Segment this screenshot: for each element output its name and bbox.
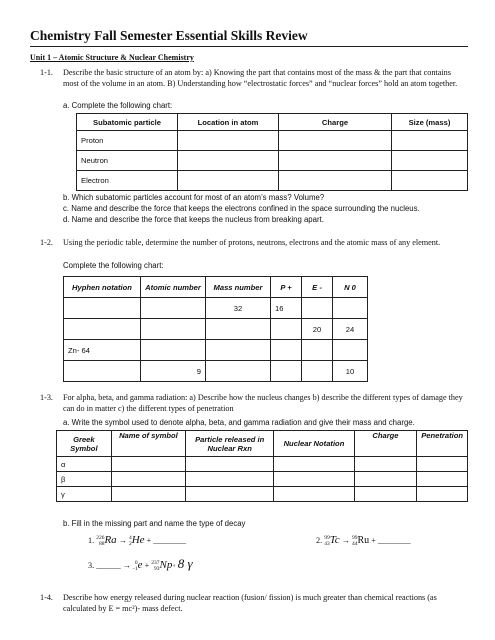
rx1-product-mass: 4 [128, 535, 132, 542]
q2-text: Using the periodic table, determine the number of protons, neutrons, electrons and the atomic mass of any element. [63, 238, 441, 247]
plus: + [371, 536, 376, 545]
q1-b: b. Which subatomic particles account for most of an atom’s mass? Volume? [63, 193, 325, 202]
reaction-1 [88, 534, 186, 556]
cell: 24 [333, 319, 368, 340]
cell: 10 [333, 361, 368, 382]
rx1-product-atomic: 2 [128, 541, 132, 548]
rx3-np-symbol: Np [159, 559, 173, 571]
rx3-e-atomic: -1 [133, 566, 138, 573]
chart-header: Name of symbol [111, 431, 185, 457]
chart-header: Particle released in Nuclear Rxn [186, 431, 274, 457]
chart-header: P + [271, 277, 302, 298]
chart-header: Size (mass) [392, 114, 468, 131]
chart-header: Location in atom [178, 114, 279, 131]
rx3-blank: ______ [96, 561, 121, 570]
subatomic-chart [76, 113, 468, 191]
q3-text: For alpha, beta, and gamma radiation: a) Describe how the nucleus changes b) describe the different types of damage they can do in matter c) the different types of penetration [63, 393, 463, 413]
reaction-2 [316, 534, 411, 556]
arrow-icon: → [122, 561, 131, 570]
arrow-icon: → [341, 536, 350, 545]
rx3-e-mass: 0 [134, 560, 138, 567]
plus: + [146, 536, 152, 545]
q3-b: b. Fill in the missing part and name the type of decay [63, 519, 246, 528]
row-label-proton: Proton [77, 131, 178, 151]
plus: + [144, 561, 150, 570]
chart-header: E - [302, 277, 333, 298]
rx1-mass: 226 [96, 535, 105, 542]
q1-text: Describe the basic structure of an atom by: a) Knowing the part that contains most of the mass & the part that contains most of the volume in an atom. B) Understanding how “electrostatic forces” and “nuclear forces” hold an atom together. [63, 68, 458, 88]
title-divider [30, 46, 468, 47]
greek-alpha: α [57, 457, 112, 472]
chart-header: N 0 [333, 277, 368, 298]
rx2-product-mass: 99 [351, 535, 358, 542]
q1-c: c. Name and describe the force that keeps the electrons confined in the space surrounding the nucleus. [63, 204, 420, 213]
chart-header: Penetration [417, 431, 468, 457]
plus: + [172, 564, 176, 570]
row-label-neutron: Neutron [77, 151, 178, 171]
chart-header: Charge [354, 431, 417, 457]
chart-header: Greek Symbol [57, 431, 112, 457]
chart-header: Subatomic particle [77, 114, 178, 131]
cell: 16 [271, 298, 302, 319]
rx1-symbol: Ra [104, 534, 117, 546]
rx2-atomic: 43 [324, 541, 330, 548]
rx2-product-atomic: 44 [351, 541, 358, 548]
radiation-chart [56, 430, 468, 502]
chart-header: Atomic number [141, 277, 206, 298]
row-label-electron: Electron [77, 171, 178, 191]
chart-header: Nuclear Notation [274, 431, 354, 457]
rx2-number: 2. [316, 536, 323, 545]
rx1-product-symbol: He [131, 534, 145, 546]
cell: 32 [206, 298, 271, 319]
greek-gamma: γ [57, 487, 112, 502]
cell: Zn- 64 [64, 340, 141, 361]
rx3-number: 3. [88, 561, 95, 570]
q3-number: 1-3. [40, 393, 53, 402]
rx1-blank: ________ [153, 536, 186, 545]
rx2-blank: ________ [377, 536, 411, 545]
q2-sub: Complete the following chart: [63, 261, 164, 270]
unit-heading: Unit 1 – Atomic Structure & Nuclear Chemistry [30, 53, 194, 62]
rx2-mass: 99 [324, 535, 330, 542]
rx3-np-mass: 237 [151, 560, 160, 567]
chart-header: Mass number [206, 277, 271, 298]
q4-text: Describe how energy released during nuclear reaction (fusion/ fission) is much greater than chemical reactions (as calculated by E = mc²)- mass defect. [63, 593, 437, 613]
q1-d: d. Name and describe the force that keeps the nucleus from breaking apart. [63, 215, 324, 224]
chart-header: Charge [279, 114, 392, 131]
rx1-atomic: 88 [98, 541, 105, 548]
chart-header: Hyphen notation [64, 277, 141, 298]
q1-a: a. Complete the following chart: [63, 101, 173, 110]
reaction-3 [88, 556, 193, 578]
q2-number: 1-2. [40, 238, 53, 247]
rx2-symbol: Tc [329, 534, 340, 546]
cell: 20 [302, 319, 333, 340]
q3-a: a. Write the symbol used to denote alpha, beta, and gamma radiation and give their mass and charge. [63, 418, 415, 427]
q1-number: 1-1. [40, 68, 53, 77]
rx3-tail: 8 γ [177, 556, 193, 571]
element-chart [63, 276, 368, 382]
arrow-icon: → [118, 536, 127, 545]
page-title: Chemistry Fall Semester Essential Skills Review [30, 28, 308, 43]
cell: 9 [141, 361, 206, 382]
rx3-e-symbol: e [137, 559, 143, 571]
greek-beta: β [57, 472, 112, 487]
rx2-product-symbol: Ru [357, 535, 370, 546]
rx3-np-atomic: 93 [153, 566, 160, 573]
q4-number: 1-4. [40, 593, 53, 602]
rx1-number: 1. [88, 536, 95, 545]
